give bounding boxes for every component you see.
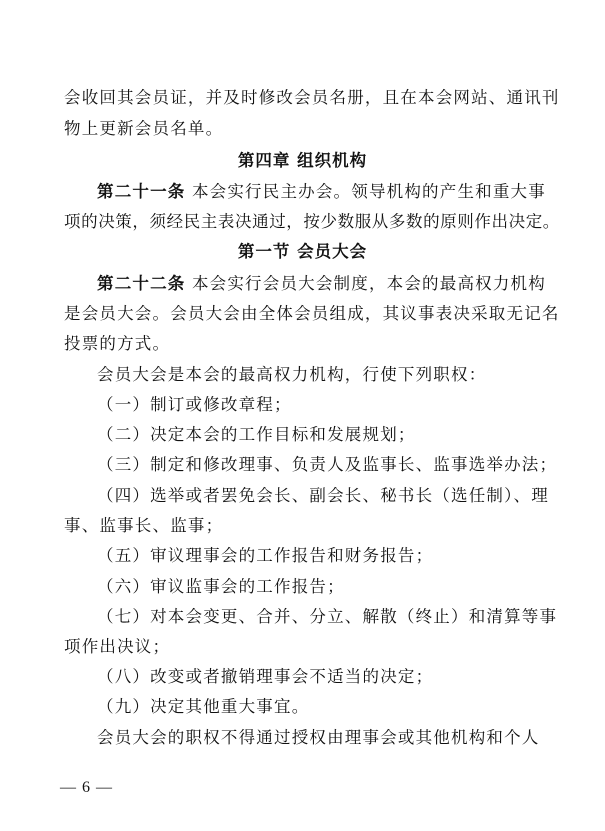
text-line: 事、监事长、监事；	[64, 516, 224, 535]
page-number: — 6 —	[60, 779, 113, 796]
list-item: （一）制订或修改章程；	[97, 395, 292, 414]
list-item: （三）制定和修改理事、负责人及监事长、监事选举办法；	[97, 455, 558, 474]
article-22	[97, 270, 544, 294]
list-item: （七）对本会变更、合并、分立、解散（终止）和清算等事	[97, 607, 558, 626]
list-item: （九）决定其他重大事宜。	[97, 697, 310, 716]
section-heading: 第一节 会员大会	[237, 242, 368, 261]
list-item: （六）审议监事会的工作报告；	[97, 577, 345, 596]
chapter-heading: 第四章 组织机构	[237, 151, 368, 170]
article-text: 本会实行会员大会制度，本会的最高权力机构	[191, 274, 546, 293]
text-line: 物上更新会员名单。	[64, 119, 224, 138]
text-line: 会员大会是本会的最高权力机构，行使下列职权：	[97, 365, 487, 384]
article-21	[97, 178, 544, 202]
text-line: 项的决策，须经民主表决通过，按少数服从多数的原则作出决定。	[64, 212, 560, 231]
article-label: 第二十一条	[97, 182, 186, 201]
text-line: 会员大会的职权不得通过授权由理事会或其他机构和个人	[97, 728, 540, 747]
text-line: 投票的方式。	[64, 334, 171, 353]
list-item: （二）决定本会的工作目标和发展规划；	[97, 425, 416, 444]
article-label: 第二十二条	[97, 274, 186, 293]
text-line: 会收回其会员证，并及时修改会员名册，且在本会网站、通讯刊	[64, 88, 560, 107]
article-text: 本会实行民主办会。领导机构的产生和重大事	[191, 182, 546, 201]
list-item: （五）审议理事会的工作报告和财务报告；	[97, 546, 434, 565]
list-item: （四）选举或者罢免会长、副会长、秘书长（选任制）、理	[97, 486, 549, 505]
list-item: （八）改变或者撤销理事会不适当的决定；	[97, 667, 434, 686]
text-line: 是会员大会。会员大会由全体会员组成，其议事表决采取无记名	[64, 304, 560, 323]
text-line: 项作出决议；	[64, 637, 171, 656]
